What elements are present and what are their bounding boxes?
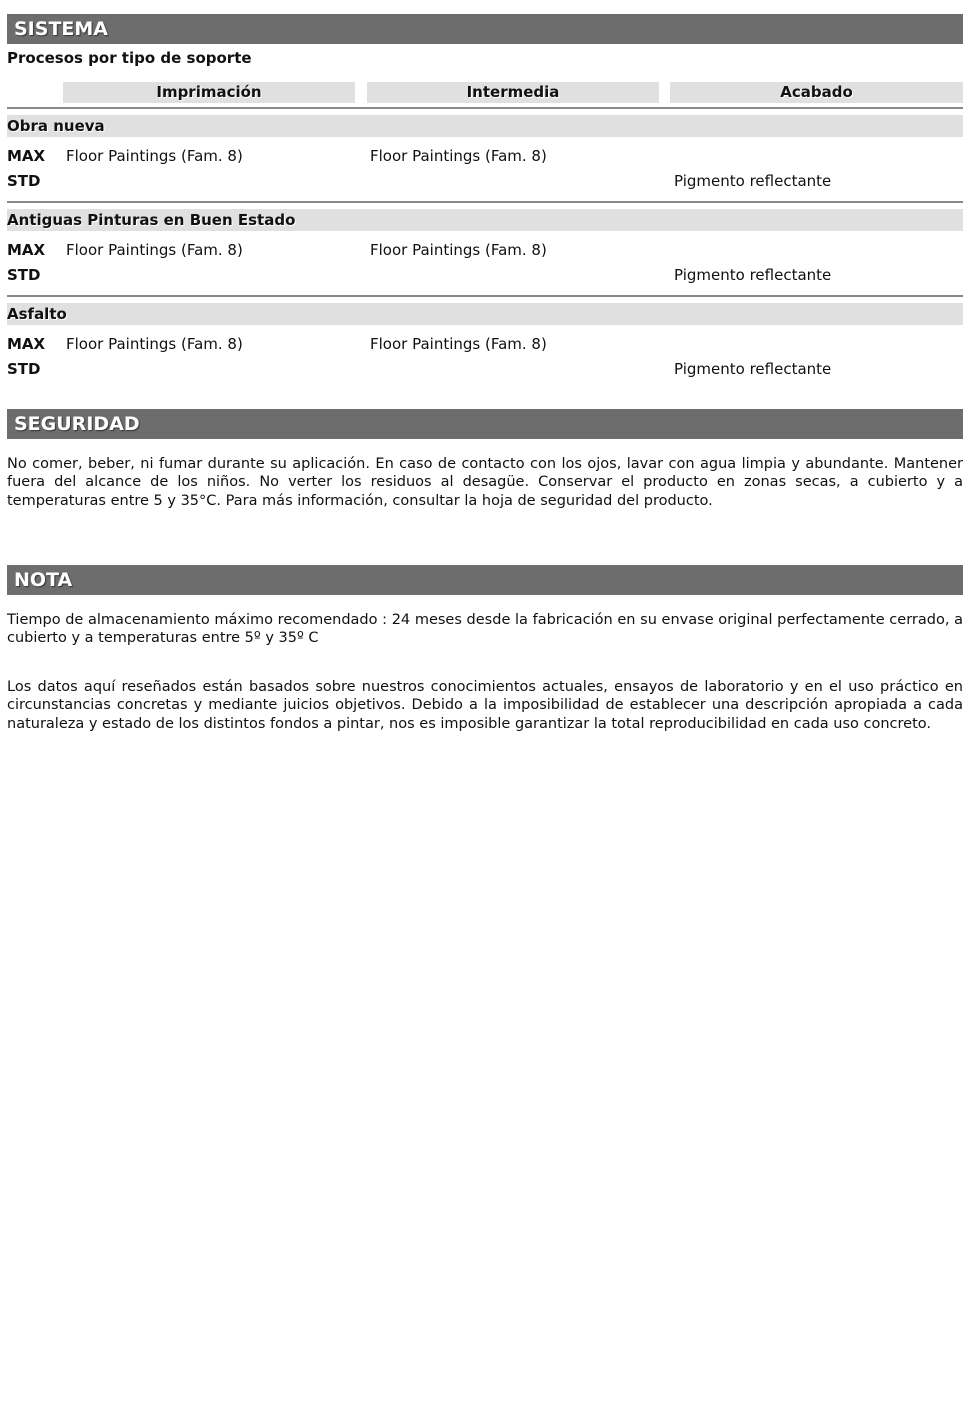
divider [7,295,963,297]
sistema-subtitle: Procesos por tipo de soporte [7,49,252,67]
divider [7,107,963,109]
seguridad-text: No comer, beber, ni fumar durante su aplicación. En caso de contacto con los ojos, lavar con agua limpia y abundante. Mantener fuera del alcance de los niños. No verter los residuos al desagüe. Conservar el producto en zonas secas, a cubierto y a temperaturas entre 5 y 35°C. Para más información, consultar la hoja de seguridad del producto. [7,456,963,509]
level-label: STD [7,266,41,284]
group-header: Asfalto [7,303,963,325]
cell-intermedia: Floor Paintings (Fam. 8) [370,147,547,165]
nota-storage-text: Tiempo de almacenamiento máximo recomendado : 24 meses desde la fabricación en su envase original perfectamente cerrado, a cubierto y a temperaturas entre 5º y 35º C [7,612,963,647]
level-label: STD [7,360,41,378]
cell-imprimacion: Floor Paintings (Fam. 8) [66,241,243,259]
level-label: MAX [7,335,46,353]
column-header-intermedia: Intermedia [367,82,659,103]
group-header: Antiguas Pinturas en Buen Estado [7,209,963,231]
cell-acabado: Pigmento reflectante [674,266,832,284]
cell-acabado: Pigmento reflectante [674,360,832,378]
column-header-acabado: Acabado [670,82,963,103]
cell-acabado: Pigmento reflectante [674,172,832,190]
divider [7,201,963,203]
level-label: STD [7,172,41,190]
column-header-imprimacion: Imprimación [63,82,355,103]
nota-header: NOTA [7,565,963,595]
seguridad-header: SEGURIDAD [7,409,963,439]
cell-intermedia: Floor Paintings (Fam. 8) [370,335,547,353]
nota-disclaimer-text: Los datos aquí reseñados están basados sobre nuestros conocimientos actuales, ensayos de laboratorio y en el uso práctico en circunstancias concretas y mediante juicios objetivos. Debido a la imposibilidad de establecer una descripción apropiada a cada naturaleza y estado de los distintos fondos a pintar, nos es imposible garantizar la total reproducibilidad en cada uso concreto. [7,679,963,732]
cell-intermedia: Floor Paintings (Fam. 8) [370,241,547,259]
sistema-header: SISTEMA [7,14,963,44]
group-header: Obra nueva [7,115,963,137]
cell-imprimacion: Floor Paintings (Fam. 8) [66,147,243,165]
level-label: MAX [7,147,46,165]
level-label: MAX [7,241,46,259]
cell-imprimacion: Floor Paintings (Fam. 8) [66,335,243,353]
